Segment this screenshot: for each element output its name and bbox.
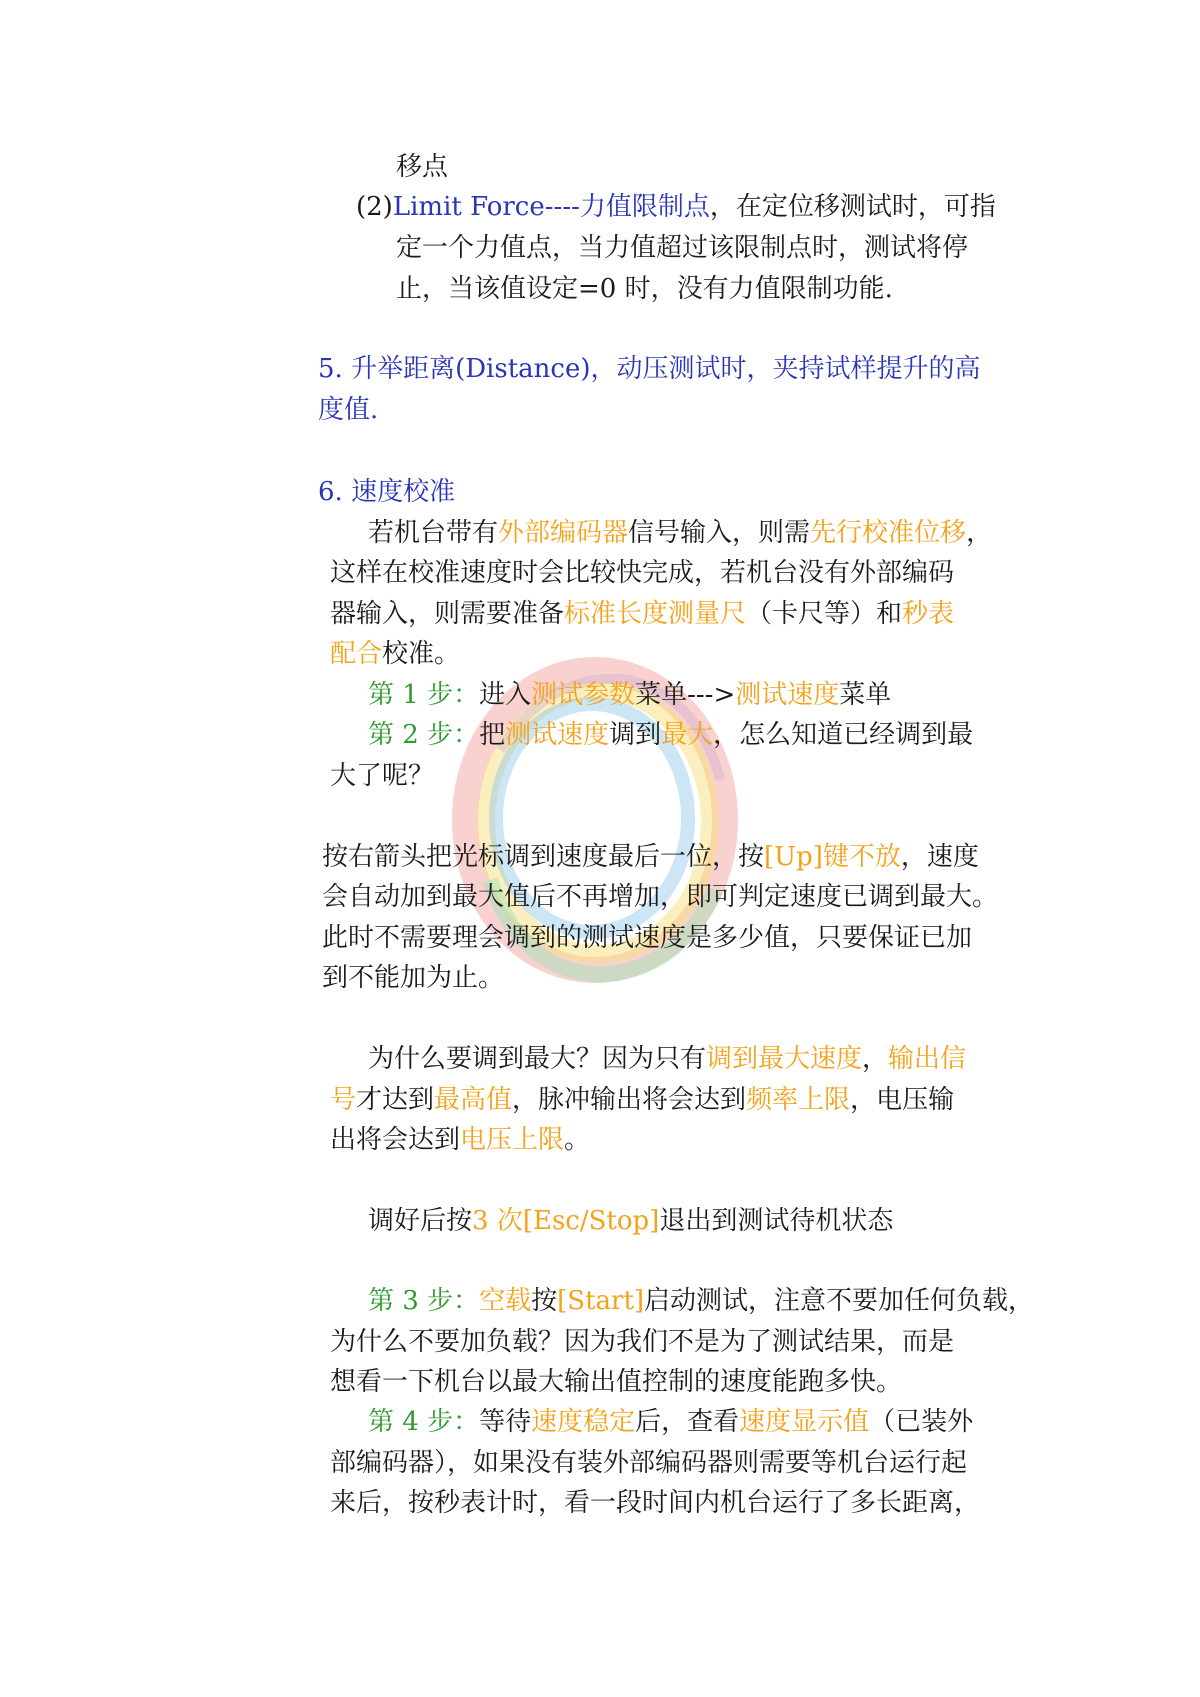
text-segment: [Up]键不放 [764,842,901,872]
text-segment: Limit Force----力值限制点 [392,192,710,222]
text-segment: ， [966,518,993,548]
text-segment: ，脉冲输出将会达到 [512,1085,747,1115]
text-segment: 信号输入，则需 [628,518,811,548]
text-segment: 校准。 [382,639,461,669]
text-segment: (2) [356,192,393,222]
text-segment: 到不能加为止。 [322,963,505,993]
text-segment: 。 [564,1125,591,1155]
text-line [368,718,973,752]
text-segment: 最大 [661,720,714,750]
text-segment: 止，当该值设定=0 时，没有力值限制功能. [396,274,893,304]
text-segment: ，电压输 [850,1085,955,1115]
text-segment: 来后，按秒表计时，看一段时间内机台运行了多长距离， [330,1488,981,1518]
text-line [368,516,992,550]
text-line [330,1446,967,1480]
text-segment: 配合 [330,639,383,669]
text-line [330,759,434,793]
text-segment: 会自动加到最大值后不再增加，即可判定速度已调到最大。 [322,882,999,912]
text-segment: 启动测试，注意不要加任何负载， [644,1286,1035,1316]
text-segment: 速度显示值 [739,1407,870,1437]
text-segment: ，速度 [900,842,979,872]
text-segment: 部编码器），如果没有装外部编码器则需要等机台运行起 [330,1448,968,1478]
text-segment: 调好后按 [368,1206,473,1236]
text-segment: 3 次[Esc/Stop] [472,1206,660,1236]
text-segment: 才达到 [356,1085,435,1115]
text-segment: （已装外 [869,1407,974,1437]
text-segment: 外部编码器 [498,518,629,548]
text-line [396,272,893,306]
text-segment: 菜单---> [635,680,736,710]
text-segment: 输出信 [888,1044,967,1074]
text-segment: 测试参数 [531,680,636,710]
text-segment: 为什么不要加负载？因为我们不是为了测试结果，而是 [330,1327,955,1357]
text-segment: ，怎么知道已经调到最 [713,720,974,750]
text-segment: 调到最大速度 [706,1044,863,1074]
text-segment: 后，查看 [635,1407,740,1437]
text-line [396,231,968,265]
text-line [368,1284,1034,1318]
text-segment: 频率上限 [746,1085,851,1115]
text-segment: 把 [479,720,506,750]
text-line [318,475,455,509]
text-segment: 大了呢？ [330,761,435,791]
text-segment: 想看一下机台以最大输出值控制的速度能跑多快。 [330,1367,903,1397]
text-segment: 最高值 [434,1085,513,1115]
text-segment: 秒表 [902,599,955,629]
text-line [322,880,998,914]
text-segment: 按 [531,1286,558,1316]
text-segment: 第 3 步： [368,1286,480,1316]
text-line [330,637,460,671]
text-segment: 菜单 [839,680,892,710]
text-segment: 若机台带有 [368,518,499,548]
text-segment: 等待 [479,1407,532,1437]
text-segment: 号 [330,1085,357,1115]
text-line [322,921,972,955]
text-line [322,840,979,874]
text-segment: 测试速度 [505,720,610,750]
text-segment: 6. 速度校准 [318,477,456,507]
text-segment: 先行校准位移 [810,518,967,548]
text-segment: ，在定位移测试时，可指 [709,192,996,222]
text-line [396,150,448,184]
text-line [368,1042,966,1076]
text-segment: 出将会达到 [330,1125,461,1155]
text-segment: 进入 [479,680,532,710]
text-segment: 速度稳定 [531,1407,636,1437]
text-line [318,352,981,386]
text-segment: 这样在校准速度时会比较快完成，若机台没有外部编码 [330,558,955,588]
text-line [368,1405,973,1439]
text-segment: 空载 [479,1286,532,1316]
text-line [330,1325,954,1359]
text-segment: 度值. [318,395,379,425]
text-segment: 移点 [396,152,449,182]
text-segment: 为什么要调到最大？因为只有 [368,1044,707,1074]
text-segment: ， [862,1044,889,1074]
text-segment: 此时不需要理会调到的测试速度是多少值，只要保证已加 [322,923,973,953]
text-line [368,678,891,712]
text-segment: （卡尺等）和 [746,599,903,629]
text-line [368,1204,893,1238]
text-segment: 调到 [609,720,662,750]
text-segment: 退出到测试待机状态 [659,1206,894,1236]
text-segment: 定一个力值点，当力值超过该限制点时，测试将停 [396,233,969,263]
text-line [356,190,996,224]
text-segment: [Start] [557,1286,645,1316]
text-segment: 5. 升举距离(Distance)，动压测试时，夹持试样提升的高 [318,354,981,384]
text-line [330,1365,902,1399]
text-line [330,1486,980,1520]
text-line [330,1123,590,1157]
text-segment: 器输入，则需要准备 [330,599,565,629]
text-line [330,1083,954,1117]
text-line [330,556,954,590]
text-segment: 按右箭头把光标调到速度最后一位，按 [322,842,765,872]
text-line [322,961,504,995]
text-segment: 电压上限 [460,1125,565,1155]
text-segment: 标准长度测量尺 [564,599,747,629]
text-segment: 测试速度 [735,680,840,710]
text-segment: 第 2 步： [368,720,480,750]
text-line [318,393,378,427]
text-segment: 第 1 步： [368,680,480,710]
text-line [330,597,954,631]
text-segment: 第 4 步： [368,1407,480,1437]
